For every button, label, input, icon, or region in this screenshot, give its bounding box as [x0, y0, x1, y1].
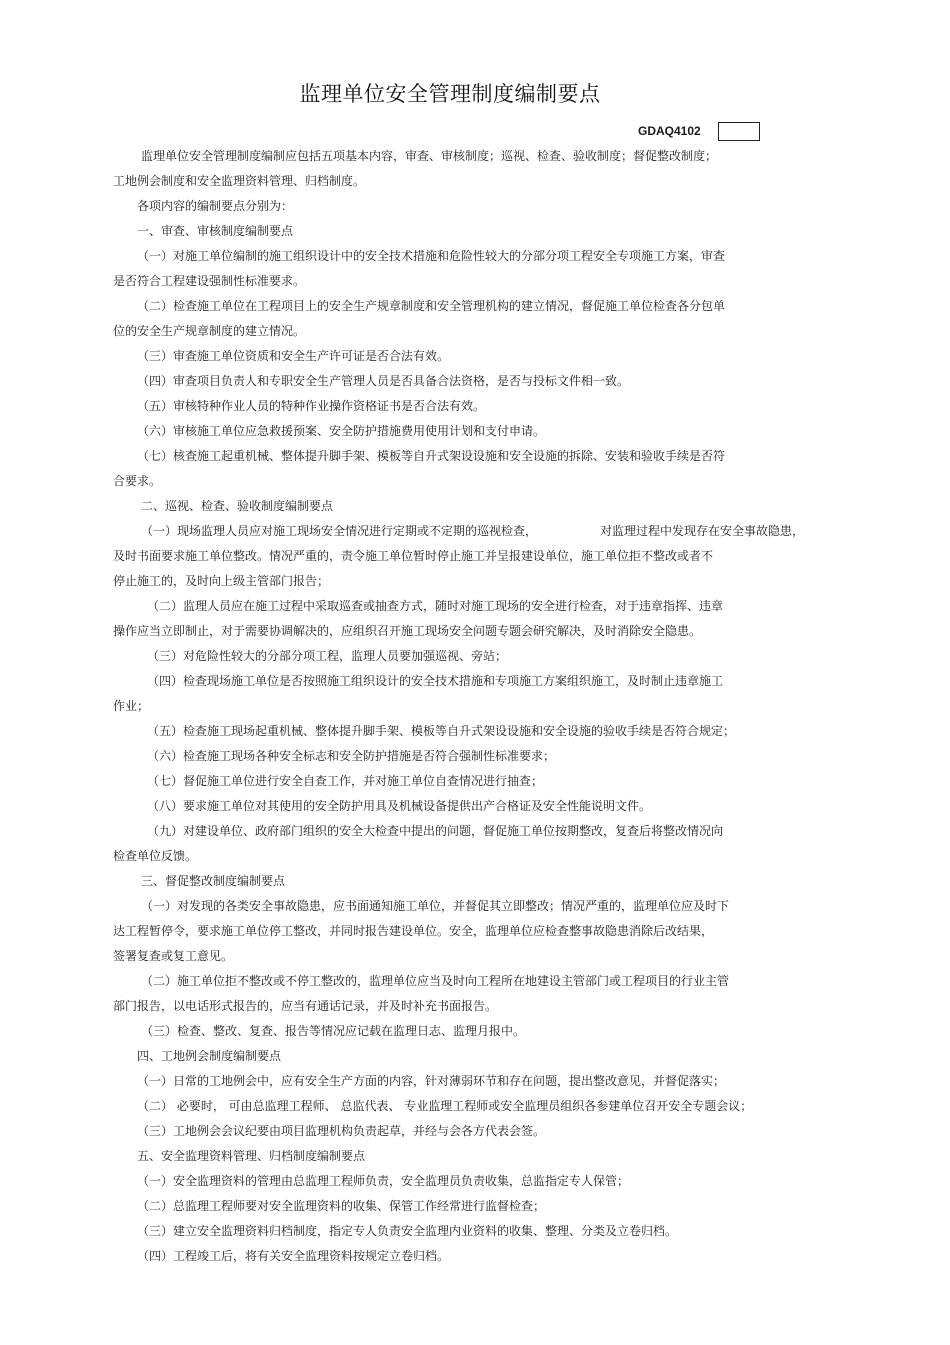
document-code-box — [718, 122, 760, 141]
paragraph-line: （三）审查施工单位资质和安全生产许可证是否合法有效。 — [137, 349, 450, 363]
paragraph-line: （四）工程竣工后，将有关安全监理资料按规定立卷归档。 — [137, 1249, 450, 1263]
paragraph-line: 签署复查或复工意见。 — [113, 949, 234, 963]
section-heading: 三、督促整改制度编制要点 — [141, 874, 286, 888]
paragraph-line: （二）监理人员应在施工过程中采取巡查或抽查方式，随时对施工现场的安全进行检查，对于违章指挥、违章 — [147, 599, 724, 613]
paragraph-line: （四）审查项目负责人和专职安全生产管理人员是否具备合法资格，是否与投标文件相一致。 — [137, 374, 630, 388]
paragraph-line: （四）检查现场施工单位是否按照施工组织设计的安全技术措施和专项施工方案组织施工，及时制止违章施工 — [147, 674, 724, 688]
page-title: 监理单位安全管理制度编制要点 — [299, 82, 601, 106]
paragraph-line: 合要求。 — [113, 474, 162, 488]
paragraph-line: （一）现场监理人员应对施工现场安全情况进行定期或不定期的巡视检查， — [141, 524, 538, 538]
document-code-row — [638, 121, 760, 141]
paragraph-line: （八）要求施工单位对其使用的安全防护用具及机械设备提供出产合格证及安全性能说明文件。 — [147, 799, 652, 813]
paragraph-line: （五）检查施工现场起重机械、整体提升脚手架、模板等自升式架设设施和安全设施的验收手续是否符合规定； — [147, 724, 736, 738]
paragraph-line: 工地例会制度和安全监理资料管理、归档制度。 — [113, 174, 366, 188]
paragraph-line: （一）对发现的各类安全事故隐患，应书面通知施工单位，并督促其立即整改；情况严重的，监理单位应及时下 — [141, 899, 730, 913]
section-heading: 五、安全监理资料管理、归档制度编制要点 — [137, 1149, 366, 1163]
paragraph-line: （三）建立安全监理资料归档制度，指定专人负责安全监理内业资料的收集、整理、分类及立卷归档。 — [137, 1224, 678, 1238]
paragraph-line: （三）检查、整改、复查、报告等情况应记载在监理日志、监理月报中。 — [141, 1024, 526, 1038]
paragraph-line: 监理单位安全管理制度编制应包括五项基本内容，审查、审核制度；巡视、检查、验收制度；督促整改制度； — [141, 149, 718, 163]
paragraph-line: （六）检查施工现场各种安全标志和安全防护措施是否符合强制性标准要求； — [147, 749, 556, 763]
paragraph-line: （二）施工单位拒不整改或不停工整改的，监理单位应当及时向工程所在地建设主管部门或工程项目的行业主管 — [141, 974, 730, 988]
paragraph-line: （一）日常的工地例会中，应有安全生产方面的内容，针对薄弱环节和存在问题，提出整改意见，并督促落实； — [137, 1074, 726, 1088]
paragraph-line: 操作应当立即制止，对于需要协调解决的，应组织召开施工现场安全问题专题会研究解决，及时消除安全隐患。 — [113, 624, 702, 638]
paragraph-line: （五）审核特种作业人员的特种作业操作资格证书是否合法有效。 — [137, 399, 486, 413]
paragraph-line: 位的安全生产规章制度的建立情况。 — [113, 324, 306, 338]
document-code: GDAQ4102 — [638, 124, 701, 138]
paragraph-line: 停止施工的，及时向上级主管部门报告； — [113, 574, 330, 588]
paragraph-line: （九）对建设单位、政府部门组织的安全大检查中提出的问题，督促施工单位按期整改，复查后将整改情况向 — [147, 824, 724, 838]
paragraph-line: 部门报告，以电话形式报告的，应当有通话记录，并及时补充书面报告。 — [113, 999, 498, 1013]
paragraph-line: 各项内容的编制要点分别为： — [137, 199, 294, 213]
paragraph-line: （二）检查施工单位在工程项目上的安全生产规章制度和安全管理机构的建立情况，督促施工单位检查各分包单 — [137, 299, 726, 313]
paragraph-line: （七）督促施工单位进行安全自查工作，并对施工单位自查情况进行抽查； — [147, 774, 544, 788]
paragraph-line: （七）核查施工起重机械、整体提升脚手架、模板等自升式架设设施和安全设施的拆除、安装和验收手续是否符 — [137, 449, 726, 463]
section-heading: 二、巡视、检查、验收制度编制要点 — [141, 499, 334, 513]
paragraph-line: 作业； — [113, 699, 150, 713]
paragraph-line: （二）总监理工程师要对安全监理资料的收集、保管工作经常进行监督检查； — [137, 1199, 546, 1213]
paragraph-line: （一）对施工单位编制的施工组织设计中的安全技术措施和危险性较大的分部分项工程安全专项施工方案，审查 — [137, 249, 726, 263]
section-heading: 四、工地例会制度编制要点 — [137, 1049, 282, 1063]
section-heading: 一、审查、审核制度编制要点 — [137, 224, 294, 238]
paragraph-line: （六）审核施工单位应急救援预案、安全防护措施费用使用计划和支付申请。 — [137, 424, 546, 438]
paragraph-line: （二） 必要时， 可由总监理工程师、 总监代表、 专业监理工程师或安全监理员组织各参建单位召开安全专题会议； — [137, 1099, 753, 1113]
paragraph-line: 是否符合工程建设强制性标准要求。 — [113, 274, 306, 288]
paragraph-line: （三）对危险性较大的分部分项工程，监理人员要加强巡视、旁站； — [147, 649, 508, 663]
paragraph-line: 对监理过程中发现存在安全事故隐患， — [600, 524, 805, 538]
paragraph-line: 检查单位反馈。 — [113, 849, 198, 863]
paragraph-line: （三）工地例会会议纪要由项目监理机构负责起草，并经与会各方代表会签。 — [137, 1124, 546, 1138]
paragraph-line: 及时书面要求施工单位整改。情况严重的，责令施工单位暂时停止施工并呈报建设单位，施工单位拒不整改或者不 — [113, 549, 714, 563]
paragraph-line: 达工程暂停令，要求施工单位停工整改，并同时报告建设单位。安全，监理单位应检查整事故隐患消除后改结果， — [113, 924, 714, 938]
paragraph-line: （一）安全监理资料的管理由总监理工程师负责，安全监理员负责收集，总监指定专人保管； — [137, 1174, 630, 1188]
